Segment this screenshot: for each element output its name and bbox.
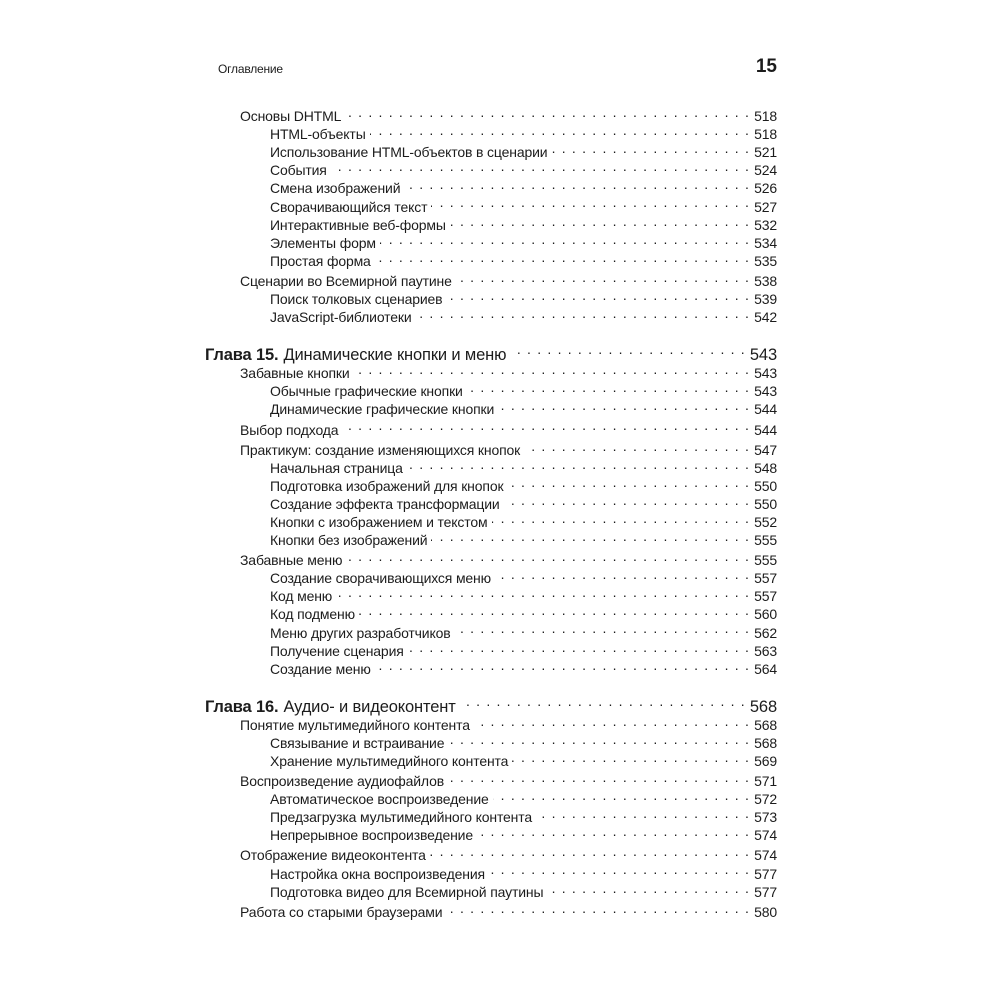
dot-leader: [510, 338, 746, 360]
toc-entry-title: Настройка окна воспроизведения: [270, 865, 485, 882]
toc-entry-page: 532: [754, 216, 777, 233]
toc-entry-page: 518: [754, 108, 777, 125]
dot-leader: [446, 899, 750, 917]
toc-entry-page: 560: [754, 606, 777, 623]
toc-entry-page: 580: [754, 903, 777, 920]
toc-entry-title: Практикум: создание изменяющихся кнопок: [240, 441, 521, 458]
dot-leader: [407, 455, 750, 473]
toc-entry-page: 569: [754, 753, 777, 769]
toc-entry-page: 518: [754, 126, 777, 143]
dot-leader: [346, 547, 750, 565]
dot-leader: [498, 396, 750, 414]
dot-leader: [408, 638, 750, 656]
toc-entry: [205, 842, 777, 864]
toc-entry: [205, 768, 777, 790]
toc-entry-title: Непрерывное воспроизведение: [270, 827, 473, 844]
toc-entry-title: Работа со старыми браузерами: [240, 903, 443, 920]
toc-entry-title: Простая форма: [270, 252, 371, 269]
dot-leader: [375, 656, 750, 674]
toc-entry-title: Кнопки с изображением и текстом: [270, 513, 488, 530]
dot-leader: [359, 601, 750, 619]
toc-entry-page: 524: [754, 162, 777, 179]
toc-entry-page: 573: [754, 809, 777, 826]
toc-entry-title: Интерактивные веб-формы: [270, 216, 446, 233]
toc-entry-title: Меню других разработчиков: [270, 624, 451, 641]
toc-entry-title: Создание меню: [270, 660, 371, 677]
toc-entry-title: Сценарии во Всемирной паутине: [240, 272, 452, 289]
toc-entry-page: 527: [754, 198, 777, 215]
toc-entry-title: Код меню: [270, 588, 333, 605]
toc-entry: [205, 268, 777, 289]
dot-leader: [430, 842, 750, 860]
toc-entry-page: 577: [754, 883, 777, 900]
toc-entry-title: HTML-объекты: [270, 126, 366, 143]
toc-entry-page: 539: [754, 291, 777, 308]
toc-entry-title: События: [270, 162, 327, 179]
dot-leader: [512, 748, 750, 766]
toc-entry-page: 534: [754, 234, 777, 251]
dot-leader: [524, 437, 750, 455]
dot-leader: [495, 565, 750, 583]
dot-leader: [448, 768, 750, 786]
toc-entry-title: Забавные меню: [240, 552, 343, 569]
dot-leader: [489, 860, 750, 878]
dot-leader: [370, 121, 750, 139]
dot-leader: [507, 473, 750, 491]
toc-entry: [205, 899, 777, 920]
toc-entry-page: 521: [754, 144, 777, 161]
dot-leader: [493, 786, 750, 804]
toc-entry-page: 557: [754, 570, 777, 587]
toc-chapter-entry: [205, 690, 777, 716]
toc-entry-page: 574: [754, 847, 777, 864]
toc-entry: [205, 416, 777, 438]
dot-leader: [342, 416, 750, 434]
toc-entry-page: 564: [754, 660, 777, 677]
toc-entry-title: Сворачивающийся текст: [270, 198, 428, 215]
chapter-title: Аудио- и видеоконтент: [283, 697, 456, 716]
toc-entry-title: Начальная страница: [270, 459, 403, 476]
dot-leader: [375, 248, 750, 266]
dot-leader: [380, 230, 750, 248]
running-header-title: Оглавление: [218, 62, 283, 76]
toc-entry-title: Выбор подхода: [240, 421, 339, 438]
toc-entry-title: Предзагрузка мультимедийного контента: [270, 809, 533, 826]
toc-entry-page: 542: [754, 309, 777, 326]
toc-entry-page: 526: [754, 180, 777, 197]
toc-entry-page: 544: [754, 421, 777, 438]
toc-entry-title: Подготовка изображений для кнопок: [270, 477, 504, 494]
dot-leader: [331, 157, 750, 175]
toc-entry-title: Получение сценария: [270, 642, 404, 659]
toc-entry-page: 577: [754, 865, 777, 882]
dot-leader: [536, 804, 750, 822]
chapter-title: Динамические кнопки и меню: [283, 346, 507, 365]
dot-leader: [450, 212, 750, 230]
toc-entry-page: 543: [754, 383, 777, 400]
toc-entry-page: 550: [754, 495, 777, 512]
dot-leader: [460, 690, 746, 712]
toc-entry-title: Отображение видеоконтента: [240, 847, 426, 864]
dot-leader: [354, 360, 751, 378]
toc-entry: [205, 437, 777, 458]
toc-entry-page: 555: [754, 532, 777, 549]
toc-entry-page: 543: [749, 346, 777, 365]
toc-entry-title: Создание сворачивающихся меню: [270, 570, 491, 587]
toc-entry-page: 550: [754, 477, 777, 494]
dot-leader: [448, 730, 750, 748]
dot-leader: [467, 378, 750, 396]
dot-leader: [455, 619, 751, 637]
toc-entry-page: 543: [754, 365, 777, 382]
toc-entry-title: Связывание и встраивание: [270, 734, 445, 751]
toc-entry-title: Элементы форм: [270, 234, 376, 251]
toc-entry-page: 568: [754, 716, 777, 733]
dot-leader: [547, 879, 750, 897]
dot-leader: [551, 139, 750, 157]
toc-entry-title: Забавные кнопки: [240, 365, 350, 382]
dot-leader: [504, 491, 750, 509]
dot-leader: [477, 822, 750, 840]
dot-leader: [404, 175, 750, 193]
dot-leader: [431, 193, 750, 211]
dot-leader: [416, 304, 751, 322]
toc-entry-title: Автоматическое воспроизведение: [270, 791, 489, 808]
toc-entry-page: 547: [754, 441, 777, 458]
toc-entry-title: Создание эффекта трансформации: [270, 495, 500, 512]
toc-entry-title: JavaScript-библиотеки: [270, 309, 412, 326]
toc-entry-page: 557: [754, 588, 777, 605]
toc-entry-title: Основы DHTML: [240, 108, 342, 125]
toc-entry-title: Понятие мультимедийного контента: [240, 716, 470, 733]
dot-leader: [474, 712, 750, 730]
toc-entry-page: 544: [754, 401, 777, 418]
toc-entry-title: Смена изображений: [270, 180, 401, 197]
toc-entry-title: Использование HTML-объектов в сценарии: [270, 144, 548, 161]
toc-entry-title: Подготовка видео для Всемирной паутины: [270, 883, 544, 900]
chapter-label: Глава 15.: [205, 346, 279, 365]
toc-entry-page: 562: [754, 624, 777, 641]
toc-entry-title: Поиск толковых сценариев: [270, 291, 443, 308]
toc-entry-page: 571: [754, 773, 777, 790]
toc-entry-title: Хранение мультимедийного контента: [270, 753, 509, 769]
toc-entry-title: Обычные графические кнопки: [270, 383, 463, 400]
toc-entry-title: Динамические графические кнопки: [270, 401, 495, 418]
chapter-label: Глава 16.: [205, 697, 279, 716]
toc-entry: [205, 103, 777, 125]
dot-leader: [431, 527, 750, 545]
toc-entry: [205, 547, 777, 569]
toc-chapter-entry: [205, 338, 777, 365]
toc-entry-page: 552: [754, 513, 777, 530]
toc-entry-page: 548: [754, 459, 777, 476]
toc-entry-title: Код подменю: [270, 606, 355, 623]
toc-entry-page: 538: [754, 272, 777, 289]
toc-entry-page: 574: [754, 827, 777, 844]
dot-leader: [345, 103, 750, 121]
toc-entry-title: [205, 696, 456, 718]
toc-entry-page: 572: [754, 791, 777, 808]
dot-leader: [456, 268, 750, 286]
toc-entry-page: 555: [754, 552, 777, 569]
toc-entry-page: 535: [754, 252, 777, 269]
toc-entry-page: 568: [754, 734, 777, 751]
dot-leader: [446, 286, 750, 304]
toc-entry-title: Кнопки без изображений: [270, 532, 428, 549]
toc-entry-page: 568: [749, 697, 777, 716]
toc-entry-page: 563: [754, 642, 777, 659]
page-number: 15: [755, 56, 777, 77]
dot-leader: [492, 509, 751, 527]
toc-entry-title: Воспроизведение аудиофайлов: [240, 773, 445, 790]
dot-leader: [336, 583, 750, 601]
table-of-contents: [205, 103, 777, 920]
